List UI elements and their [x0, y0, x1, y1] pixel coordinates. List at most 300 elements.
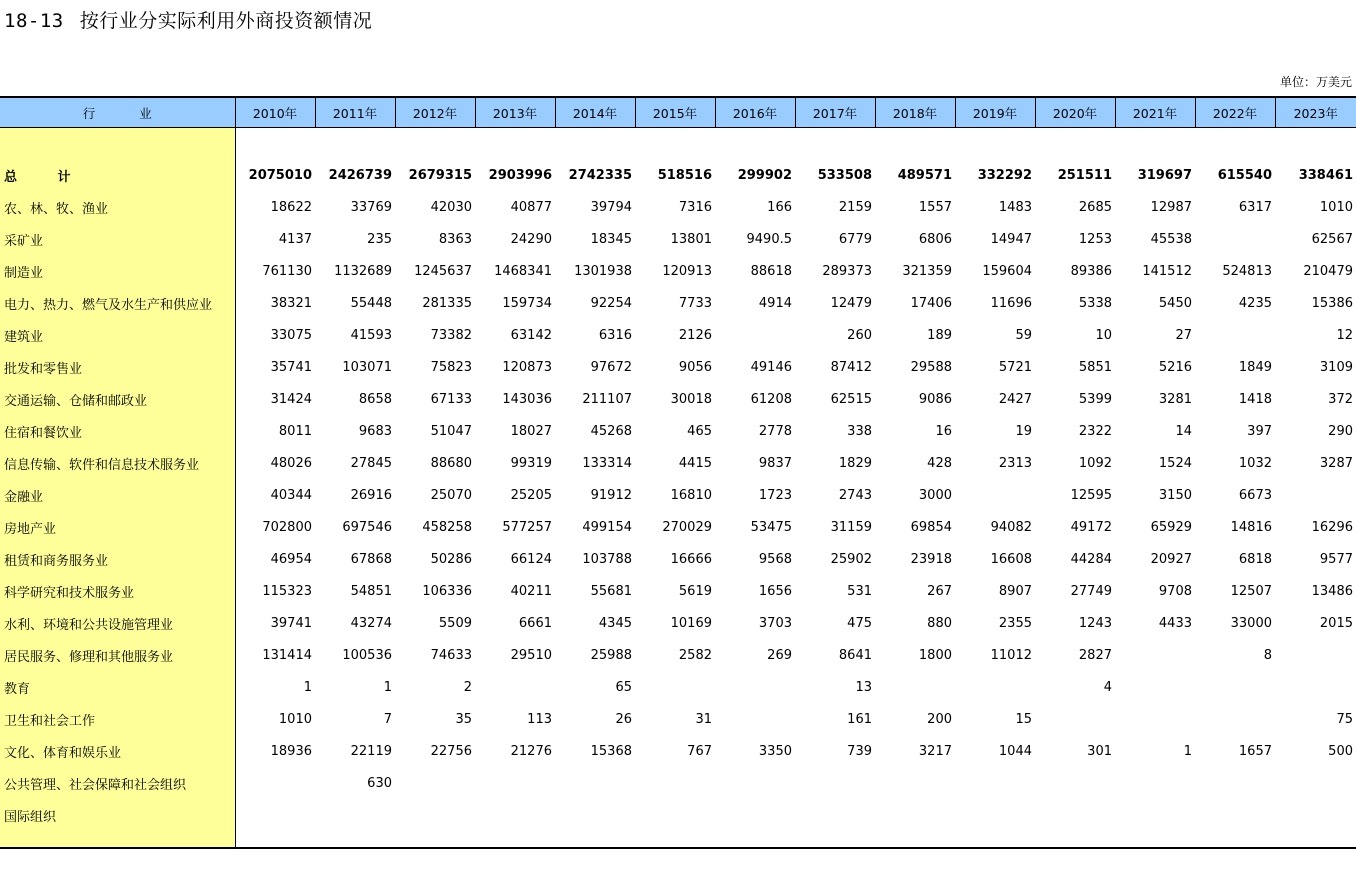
value-cell: 106336: [422, 583, 472, 599]
value-cell: 11696: [990, 295, 1032, 311]
industry-name: 信息传输、软件和信息技术服务业: [0, 447, 235, 479]
value-cell: 40877: [510, 199, 552, 215]
value-cell: [1115, 639, 1195, 671]
industry-cell: [0, 128, 235, 160]
value-cell: 20927: [1150, 551, 1192, 567]
value-cell: 73382: [430, 327, 472, 343]
value-cell: 3109: [1319, 359, 1353, 375]
table-row: [0, 287, 1356, 319]
value-cell: [395, 831, 475, 848]
value-cell: [1115, 831, 1195, 848]
value-cell: 26: [615, 711, 632, 727]
value-cell: [635, 799, 715, 831]
value-cell: [1195, 671, 1275, 703]
value-cell: [795, 128, 875, 160]
value-cell: 31: [695, 711, 712, 727]
industry-name: 卫生和社会工作: [0, 703, 235, 735]
value-cell: 48026: [270, 455, 312, 471]
value-cell: [715, 799, 795, 831]
table-row: [0, 383, 1356, 415]
value-cell: 2743: [838, 487, 872, 503]
value-cell: 428: [927, 455, 952, 471]
value-cell: 43274: [350, 615, 392, 631]
table-body: [0, 128, 1356, 849]
table-row: [0, 415, 1356, 447]
value-cell: [555, 831, 635, 848]
value-cell: 299902: [737, 167, 792, 183]
value-cell: 9086: [918, 391, 952, 407]
value-cell: 59: [1015, 327, 1032, 343]
value-cell: 211107: [582, 391, 632, 407]
value-cell: 97672: [590, 359, 632, 375]
value-cell: 9568: [758, 551, 792, 567]
value-cell: 161: [847, 711, 872, 727]
value-cell: 1253: [1078, 231, 1112, 247]
value-cell: 5399: [1078, 391, 1112, 407]
value-cell: 12987: [1150, 199, 1192, 215]
industry-name: 批发和零售业: [0, 351, 235, 383]
value-cell: 518516: [657, 167, 712, 183]
value-cell: 6806: [918, 231, 952, 247]
value-cell: 489571: [897, 167, 952, 183]
table-row: [0, 543, 1356, 575]
value-cell: 55681: [590, 583, 632, 599]
value-cell: 94082: [990, 519, 1032, 535]
value-cell: 19: [1015, 423, 1032, 439]
value-cell: [555, 128, 635, 160]
industry-name: 制造业: [0, 255, 235, 287]
tail-row: [0, 831, 1356, 848]
value-cell: 15368: [590, 743, 632, 759]
value-cell: [1195, 128, 1275, 160]
table-row: [0, 607, 1356, 639]
value-cell: 92254: [590, 295, 632, 311]
value-cell: 16810: [670, 487, 712, 503]
value-cell: 100536: [342, 647, 392, 663]
value-cell: 4345: [598, 615, 632, 631]
value-cell: [715, 831, 795, 848]
value-cell: 5450: [1158, 295, 1192, 311]
value-cell: 2778: [758, 423, 792, 439]
value-cell: 630: [367, 775, 392, 791]
value-cell: 5851: [1078, 359, 1112, 375]
value-cell: [1195, 767, 1275, 799]
value-cell: 18345: [590, 231, 632, 247]
value-cell: [315, 128, 395, 160]
value-cell: [555, 767, 635, 799]
value-cell: 46954: [270, 551, 312, 567]
value-cell: 2903996: [488, 167, 552, 183]
value-cell: 61208: [750, 391, 792, 407]
value-cell: 9490.5: [746, 231, 792, 247]
value-cell: 31424: [270, 391, 312, 407]
value-cell: [235, 799, 315, 831]
value-cell: 4137: [278, 231, 312, 247]
value-cell: 14816: [1230, 519, 1272, 535]
value-cell: 42030: [430, 199, 472, 215]
value-cell: 338: [847, 423, 872, 439]
value-cell: 761130: [262, 263, 312, 279]
value-cell: 6316: [598, 327, 632, 343]
value-cell: 4235: [1238, 295, 1272, 311]
value-cell: 3217: [918, 743, 952, 759]
value-cell: [1035, 703, 1115, 735]
value-cell: 880: [927, 615, 952, 631]
value-cell: 25070: [430, 487, 472, 503]
value-cell: 397: [1247, 423, 1272, 439]
value-cell: 1044: [998, 743, 1032, 759]
value-cell: [955, 671, 1035, 703]
value-cell: 1468341: [494, 263, 552, 279]
value-cell: [1275, 799, 1356, 831]
value-cell: 99319: [510, 455, 552, 471]
value-cell: 1010: [1319, 199, 1353, 215]
industry-name: 农、林、牧、渔业: [0, 191, 235, 223]
value-cell: 54851: [350, 583, 392, 599]
value-cell: 29510: [510, 647, 552, 663]
value-cell: 3350: [758, 743, 792, 759]
value-cell: 49146: [750, 359, 792, 375]
value-cell: [475, 128, 555, 160]
value-cell: 8011: [278, 423, 312, 439]
value-cell: 27749: [1070, 583, 1112, 599]
value-cell: 31159: [830, 519, 872, 535]
value-cell: 63142: [510, 327, 552, 343]
value-cell: 615540: [1217, 167, 1272, 183]
value-cell: 51047: [430, 423, 472, 439]
value-cell: 338461: [1298, 167, 1353, 183]
value-cell: 4914: [758, 295, 792, 311]
value-cell: 8363: [438, 231, 472, 247]
value-cell: 26916: [350, 487, 392, 503]
table-row: [0, 511, 1356, 543]
value-cell: 22119: [350, 743, 392, 759]
value-cell: [715, 319, 795, 351]
value-cell: [795, 767, 875, 799]
data-sheet: [0, 96, 1356, 849]
value-cell: 44284: [1070, 551, 1112, 567]
header-year: 2015年: [635, 97, 715, 128]
value-cell: 290: [1328, 423, 1353, 439]
value-cell: [555, 799, 635, 831]
value-cell: 499154: [582, 519, 632, 535]
value-cell: 189: [927, 327, 952, 343]
value-cell: 1243: [1078, 615, 1112, 631]
value-cell: 103788: [582, 551, 632, 567]
value-cell: [1195, 831, 1275, 848]
value-cell: 6317: [1238, 199, 1272, 215]
value-cell: 16608: [990, 551, 1032, 567]
value-cell: [475, 671, 555, 703]
value-cell: [955, 479, 1035, 511]
value-cell: [1115, 703, 1195, 735]
value-cell: [955, 799, 1035, 831]
value-cell: 29588: [910, 359, 952, 375]
value-cell: 301: [1087, 743, 1112, 759]
value-cell: 159734: [502, 295, 552, 311]
header-year: 2021年: [1115, 97, 1195, 128]
value-cell: 1723: [758, 487, 792, 503]
value-cell: [1275, 671, 1356, 703]
value-cell: 8641: [838, 647, 872, 663]
value-cell: [1035, 767, 1115, 799]
value-cell: 1032: [1238, 455, 1272, 471]
value-cell: 3000: [918, 487, 952, 503]
industry-cell: [0, 831, 235, 848]
value-cell: [715, 128, 795, 160]
header-year: 2016年: [715, 97, 795, 128]
value-cell: 25902: [830, 551, 872, 567]
value-cell: 87412: [830, 359, 872, 375]
value-cell: [235, 831, 315, 848]
value-cell: 8658: [358, 391, 392, 407]
value-cell: 55448: [350, 295, 392, 311]
value-cell: 1800: [918, 647, 952, 663]
table-row: [0, 671, 1356, 703]
value-cell: 21276: [510, 743, 552, 759]
value-cell: 9577: [1319, 551, 1353, 567]
value-cell: 260: [847, 327, 872, 343]
table-row: [0, 703, 1356, 735]
value-cell: 1656: [758, 583, 792, 599]
industry-name: 建筑业: [0, 319, 235, 351]
value-cell: 2322: [1078, 423, 1112, 439]
header-year: 2010年: [235, 97, 315, 128]
value-cell: 6673: [1238, 487, 1272, 503]
table-row: [0, 191, 1356, 223]
value-cell: 141512: [1142, 263, 1192, 279]
value-cell: 531: [847, 583, 872, 599]
value-cell: 7733: [678, 295, 712, 311]
value-cell: 5338: [1078, 295, 1112, 311]
industry-name: 教育: [0, 671, 235, 703]
value-cell: 16: [935, 423, 952, 439]
value-cell: 10169: [670, 615, 712, 631]
value-cell: 62567: [1311, 231, 1353, 247]
value-cell: 12479: [830, 295, 872, 311]
value-cell: 251511: [1057, 167, 1112, 183]
value-cell: 18622: [270, 199, 312, 215]
value-cell: 40344: [270, 487, 312, 503]
value-cell: 1: [303, 679, 312, 695]
value-cell: 75: [1336, 711, 1353, 727]
value-cell: [475, 799, 555, 831]
value-cell: 5216: [1158, 359, 1192, 375]
industry-name: 文化、体育和娱乐业: [0, 735, 235, 767]
value-cell: 4433: [1158, 615, 1192, 631]
value-cell: 1: [383, 679, 392, 695]
value-cell: 1092: [1078, 455, 1112, 471]
value-cell: 3703: [758, 615, 792, 631]
value-cell: [235, 128, 315, 160]
value-cell: 3150: [1158, 487, 1192, 503]
value-cell: 1: [1183, 743, 1192, 759]
value-cell: 67133: [430, 391, 472, 407]
value-cell: 15: [1015, 711, 1032, 727]
value-cell: 5509: [438, 615, 472, 631]
value-cell: [315, 831, 395, 848]
value-cell: [1195, 703, 1275, 735]
value-cell: 2827: [1078, 647, 1112, 663]
value-cell: 35: [455, 711, 472, 727]
value-cell: 2: [463, 679, 472, 695]
value-cell: 6661: [518, 615, 552, 631]
value-cell: [875, 831, 955, 848]
value-cell: 12595: [1070, 487, 1112, 503]
value-cell: [955, 767, 1035, 799]
value-cell: 12507: [1230, 583, 1272, 599]
value-cell: 1849: [1238, 359, 1272, 375]
value-cell: 1301938: [574, 263, 632, 279]
value-cell: 465: [687, 423, 712, 439]
value-cell: 40211: [510, 583, 552, 599]
value-cell: 103071: [342, 359, 392, 375]
header-row: [0, 97, 1356, 128]
value-cell: 372: [1328, 391, 1353, 407]
value-cell: [395, 767, 475, 799]
value-cell: 13: [855, 679, 872, 695]
value-cell: 53475: [750, 519, 792, 535]
table-title: 按行业分实际利用外商投资额情况: [79, 10, 373, 32]
value-cell: 6818: [1238, 551, 1272, 567]
industry-name: 水利、环境和公共设施管理业: [0, 607, 235, 639]
value-cell: 15386: [1311, 295, 1353, 311]
value-cell: 2427: [998, 391, 1032, 407]
value-cell: 767: [687, 743, 712, 759]
value-cell: 27: [1175, 327, 1192, 343]
value-cell: 33000: [1230, 615, 1272, 631]
value-cell: 65929: [1150, 519, 1192, 535]
value-cell: [1035, 799, 1115, 831]
table-row: [0, 255, 1356, 287]
value-cell: 74633: [430, 647, 472, 663]
table-row: [0, 735, 1356, 767]
value-cell: 113: [527, 711, 552, 727]
header-year: 2020年: [1035, 97, 1115, 128]
table-row: [0, 447, 1356, 479]
table-row: [0, 639, 1356, 671]
value-cell: [795, 799, 875, 831]
value-cell: 41593: [350, 327, 392, 343]
value-cell: 2426739: [328, 167, 392, 183]
industry-name: 公共管理、社会保障和社会组织: [0, 767, 235, 799]
industry-name: 电力、热力、燃气及水生产和供应业: [0, 287, 235, 319]
value-cell: [1115, 799, 1195, 831]
value-cell: 10: [1095, 327, 1112, 343]
value-cell: 12: [1336, 327, 1353, 343]
value-cell: [1195, 223, 1275, 255]
value-cell: 66124: [510, 551, 552, 567]
value-cell: 2355: [998, 615, 1032, 631]
value-cell: 16296: [1311, 519, 1353, 535]
value-cell: 16666: [670, 551, 712, 567]
value-cell: 88680: [430, 455, 472, 471]
header-year: 2014年: [555, 97, 635, 128]
value-cell: 9837: [758, 455, 792, 471]
value-cell: 120913: [662, 263, 712, 279]
value-cell: 319697: [1137, 167, 1192, 183]
table-row: [0, 223, 1356, 255]
value-cell: 35741: [270, 359, 312, 375]
value-cell: 2313: [998, 455, 1032, 471]
industry-name: 金融业: [0, 479, 235, 511]
header-year: 2023年: [1275, 97, 1356, 128]
value-cell: [875, 128, 955, 160]
header-industry: 行 业: [0, 97, 235, 128]
value-cell: 2075010: [248, 167, 312, 183]
value-cell: 1829: [838, 455, 872, 471]
value-cell: 38321: [270, 295, 312, 311]
value-cell: 23918: [910, 551, 952, 567]
value-cell: 159604: [982, 263, 1032, 279]
value-cell: 75823: [430, 359, 472, 375]
value-cell: 13801: [670, 231, 712, 247]
value-cell: 9683: [358, 423, 392, 439]
value-cell: 533508: [817, 167, 872, 183]
value-cell: [1115, 128, 1195, 160]
table-row: [0, 767, 1356, 799]
value-cell: 5619: [678, 583, 712, 599]
industry-name: 住宿和餐饮业: [0, 415, 235, 447]
value-cell: [1275, 639, 1356, 671]
table-row: [0, 575, 1356, 607]
value-cell: 1245637: [414, 263, 472, 279]
value-cell: 475: [847, 615, 872, 631]
value-cell: 115323: [262, 583, 312, 599]
value-cell: 739: [847, 743, 872, 759]
value-cell: 4: [1103, 679, 1112, 695]
value-cell: 5721: [998, 359, 1032, 375]
fdi-table: [0, 96, 1356, 849]
total-row: [0, 159, 1356, 191]
value-cell: [635, 128, 715, 160]
value-cell: 1657: [1238, 743, 1272, 759]
value-cell: 321359: [902, 263, 952, 279]
value-cell: 332292: [977, 167, 1032, 183]
value-cell: [1035, 831, 1115, 848]
value-cell: 45538: [1150, 231, 1192, 247]
value-cell: 62515: [830, 391, 872, 407]
header-year: 2013年: [475, 97, 555, 128]
value-cell: 1524: [1158, 455, 1192, 471]
value-cell: 8: [1263, 647, 1272, 663]
value-cell: 22756: [430, 743, 472, 759]
unit-label: 单位：万美元: [1279, 75, 1352, 89]
value-cell: [395, 128, 475, 160]
value-cell: 69854: [910, 519, 952, 535]
value-cell: 39741: [270, 615, 312, 631]
value-cell: 14: [1175, 423, 1192, 439]
value-cell: [635, 671, 715, 703]
value-cell: [715, 703, 795, 735]
value-cell: 269: [767, 647, 792, 663]
value-cell: 4415: [678, 455, 712, 471]
value-cell: 9708: [1158, 583, 1192, 599]
table-row: [0, 351, 1356, 383]
industry-name: 租赁和商务服务业: [0, 543, 235, 575]
value-cell: 2685: [1078, 199, 1112, 215]
value-cell: [395, 799, 475, 831]
value-cell: 2126: [678, 327, 712, 343]
value-cell: 3287: [1319, 455, 1353, 471]
value-cell: [955, 128, 1035, 160]
value-cell: [475, 767, 555, 799]
header-year: 2017年: [795, 97, 875, 128]
value-cell: 50286: [430, 551, 472, 567]
industry-name: 采矿业: [0, 223, 235, 255]
value-cell: 210479: [1303, 263, 1353, 279]
table-row: [0, 799, 1356, 831]
